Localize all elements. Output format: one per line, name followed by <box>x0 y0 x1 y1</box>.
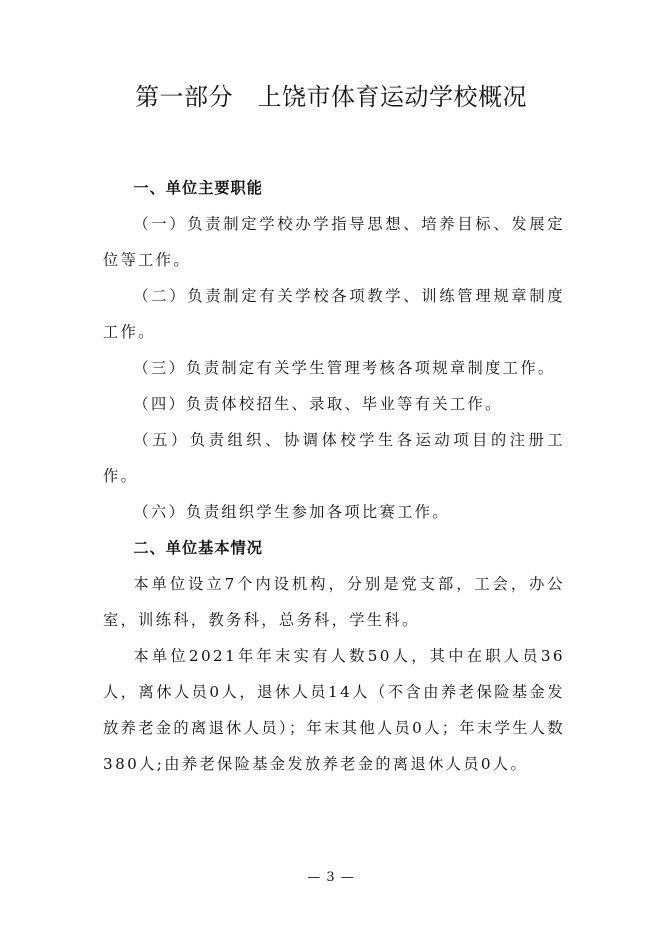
function-item: （一）负责制定学校办学指导思想、培养目标、发展定位等工作。 <box>103 215 565 269</box>
document-body <box>103 170 565 782</box>
document-title: 第一部分 上饶市体育运动学校概况 <box>135 83 527 111</box>
section-heading-basic-info: 二、单位基本情况 <box>133 539 263 557</box>
function-item: （二）负责制定有关学校各项教学、训练管理规章制度工作。 <box>103 287 565 341</box>
function-item: （五）负责组织、协调体校学生各运动项目的注册工作。 <box>103 431 565 485</box>
function-item: （六）负责组织学生参加各项比赛工作。 <box>133 503 450 521</box>
page-number: — 3 — <box>307 870 355 885</box>
function-item: （三）负责制定有关学生管理考核各项规章制度工作。 <box>133 359 556 377</box>
basic-info-paragraph: 本单位设立7个内设机构，分别是党支部，工会，办公室，训练科，教务科，总务科，学生科。 <box>103 575 565 629</box>
function-item: （四）负责体校招生、录取、毕业等有关工作。 <box>133 395 503 413</box>
basic-info-paragraph: 本单位2021年年末实有人数50人，其中在职人员36人，离休人员0人，退休人员14人（不含由养老保险基金发放养老金的离退休人员）；年末其他人员0人；年末学生人数380人;由养老保险基金发放养老金的离退休人员0人。 <box>103 647 565 773</box>
section-heading-functions: 一、单位主要职能 <box>133 179 263 197</box>
